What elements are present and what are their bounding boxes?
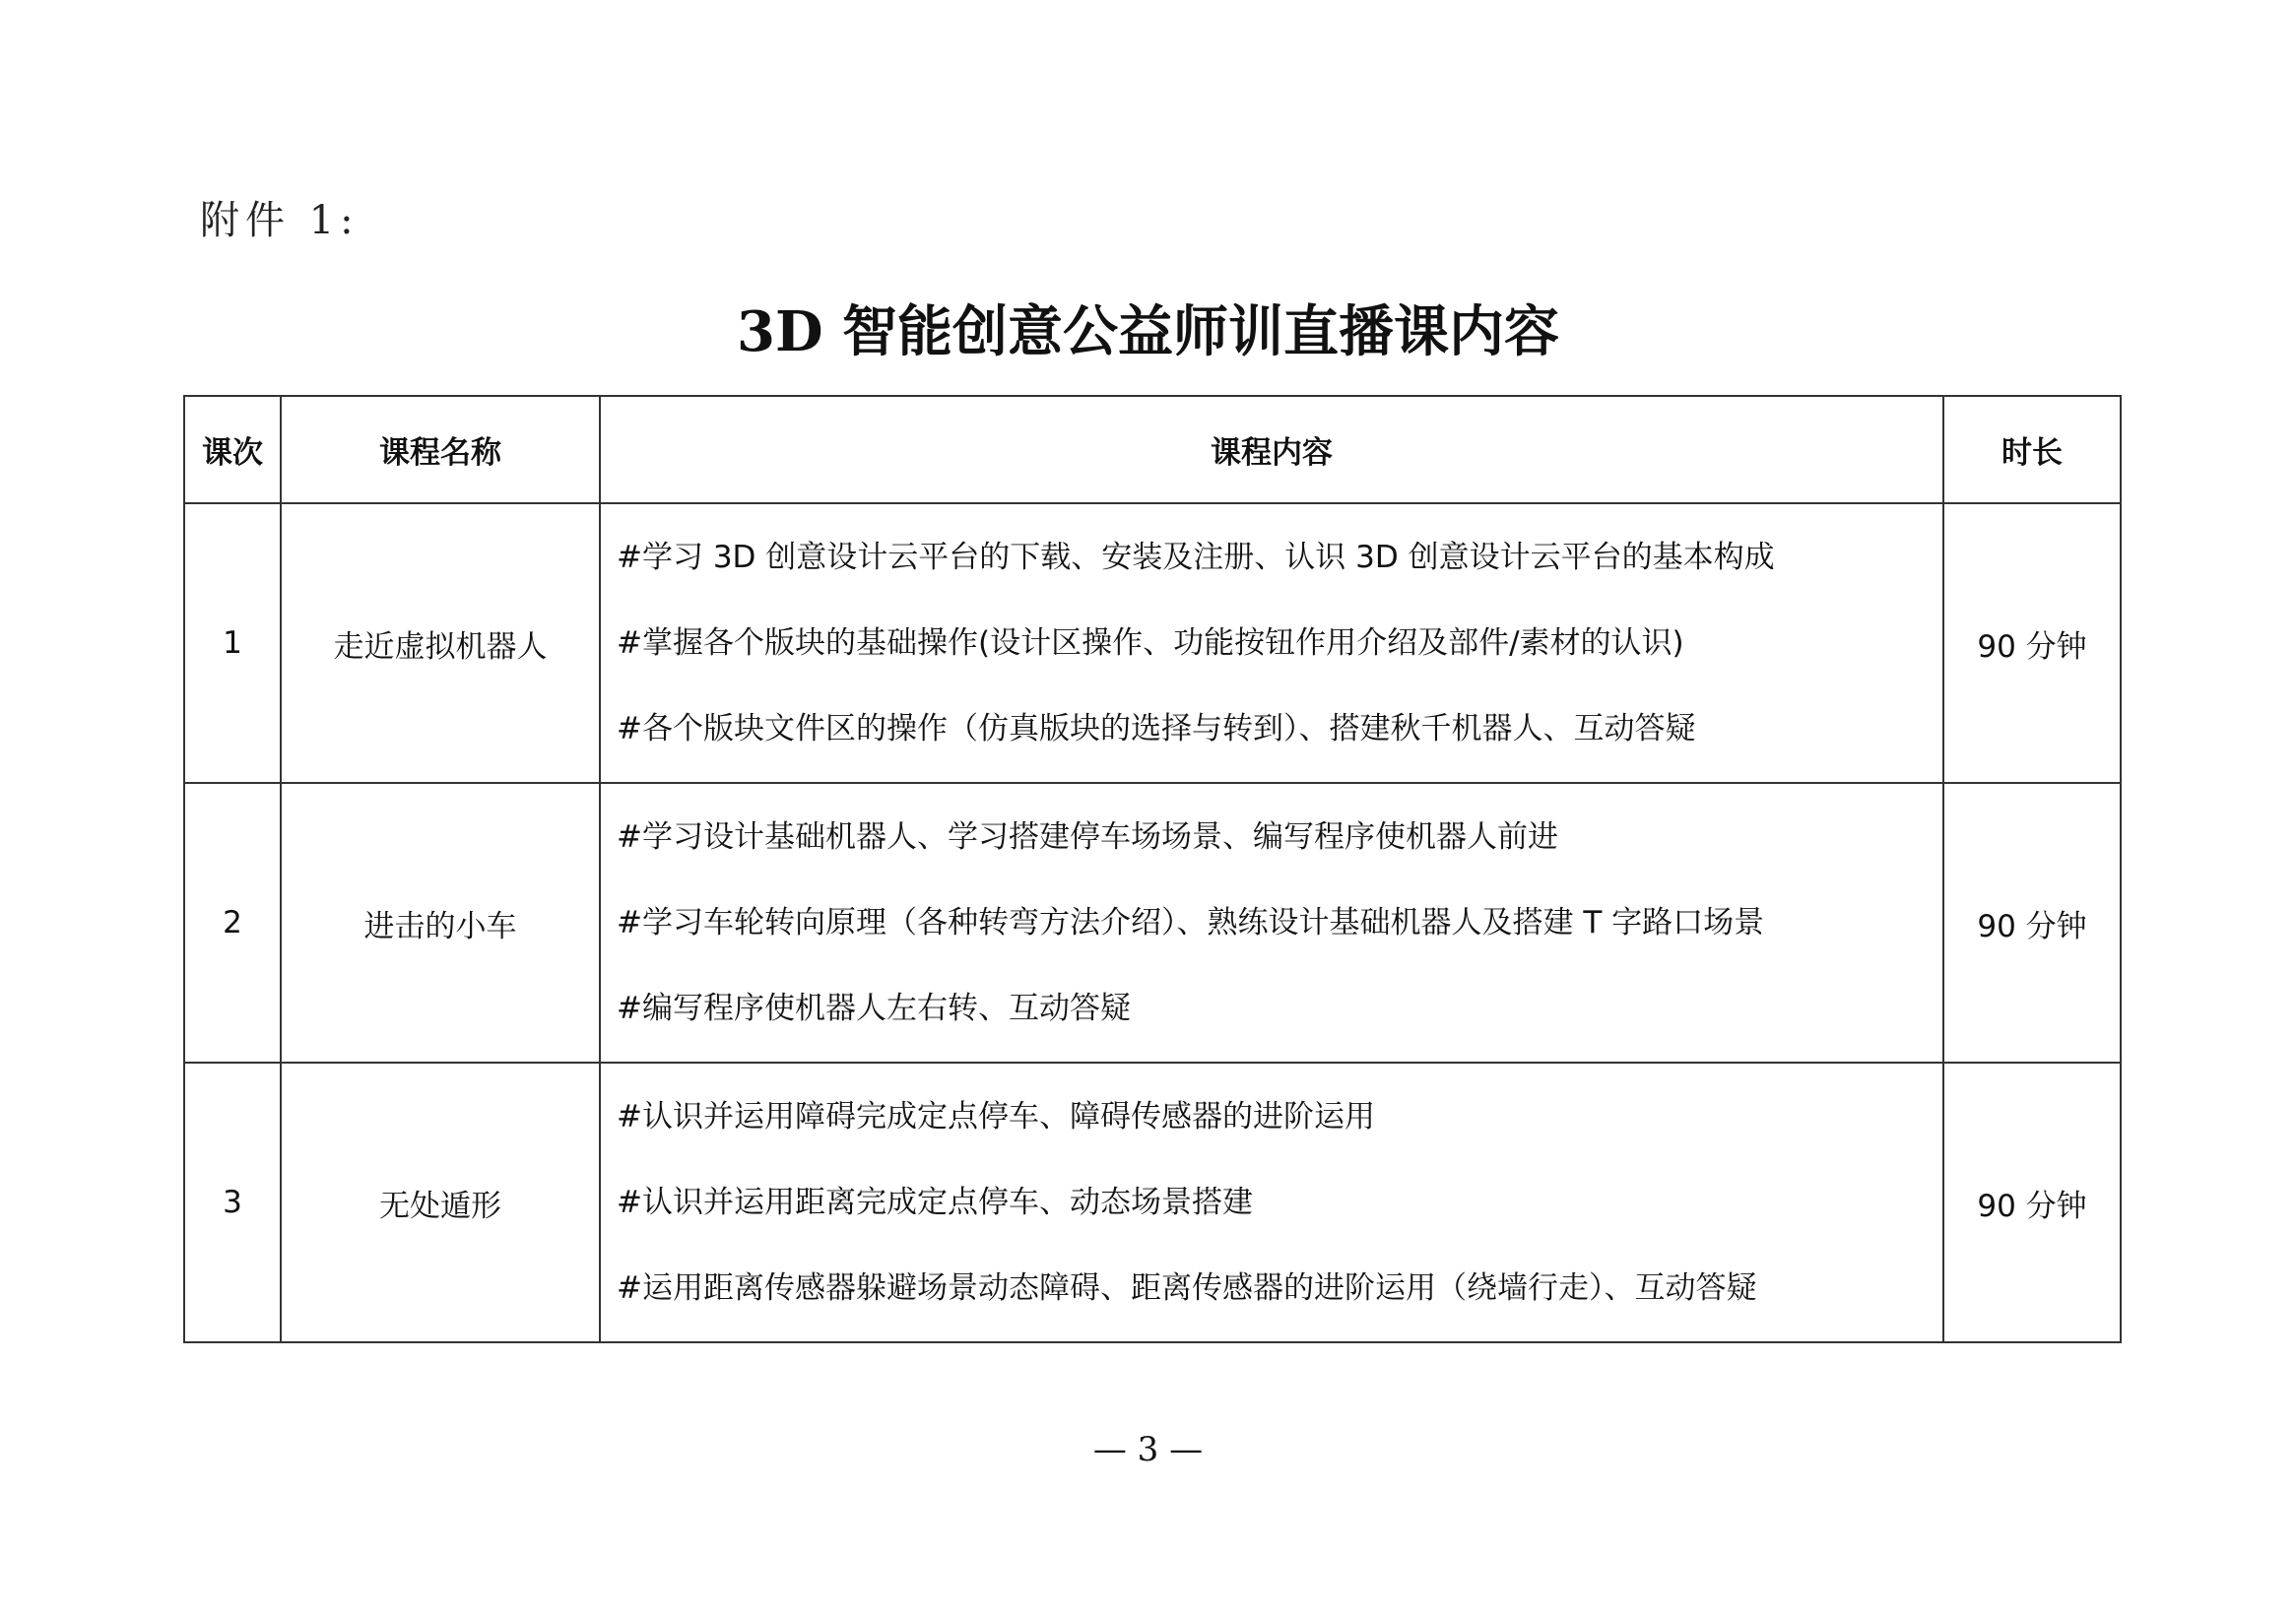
content-line: #掌握各个版块的基础操作(设计区操作、功能按钮作用介绍及部件/素材的认识)	[617, 624, 1684, 661]
table-row	[184, 1063, 2121, 1342]
content-line: #编写程序使机器人左右转、互动答疑	[617, 990, 1131, 1026]
course-name: 走近虚拟机器人	[281, 503, 600, 783]
table-header-row	[184, 396, 2121, 503]
content-line: #学习 3D 创意设计云平台的下载、安装及注册、认识 3D 创意设计云平台的基本构成	[617, 539, 1775, 575]
course-name: 进击的小车	[281, 783, 600, 1063]
table-row	[184, 783, 2121, 1063]
lesson-number: 1	[184, 503, 281, 783]
content-line: #学习设计基础机器人、学习搭建停车场场景、编写程序使机器人前进	[617, 818, 1558, 855]
content-line: #各个版块文件区的操作（仿真版块的选择与转到）、搭建秋千机器人、互动答疑	[617, 710, 1696, 746]
course-table	[183, 395, 2122, 1343]
header-course-content: 课程内容	[600, 396, 1943, 503]
document-title: 3D 智能创意公益师训直播课内容	[736, 299, 1560, 364]
course-content	[600, 503, 1943, 783]
content-line: #运用距离传感器躲避场景动态障碍、距离传感器的进阶运用（绕墙行走）、互动答疑	[617, 1269, 1757, 1306]
header-course-name: 课程名称	[281, 396, 600, 503]
course-name: 无处遁形	[281, 1063, 600, 1342]
course-content	[600, 783, 1943, 1063]
attachment-label: 附件 1:	[200, 198, 360, 243]
course-content	[600, 1063, 1943, 1342]
page-number: — 3 —	[1092, 1430, 1204, 1469]
lesson-number: 3	[184, 1063, 281, 1342]
content-line: #认识并运用障碍完成定点停车、障碍传感器的进阶运用	[617, 1098, 1375, 1135]
lesson-number: 2	[184, 783, 281, 1063]
content-line: #学习车轮转向原理（各种转弯方法介绍）、熟练设计基础机器人及搭建 T 字路口场景	[617, 904, 1765, 940]
table-row	[184, 503, 2121, 783]
content-line: #认识并运用距离完成定点停车、动态场景搭建	[617, 1184, 1253, 1220]
duration: 90 分钟	[1943, 503, 2121, 783]
duration: 90 分钟	[1943, 783, 2121, 1063]
duration: 90 分钟	[1943, 1063, 2121, 1342]
header-lesson: 课次	[184, 396, 281, 503]
header-duration: 时长	[1943, 396, 2121, 503]
